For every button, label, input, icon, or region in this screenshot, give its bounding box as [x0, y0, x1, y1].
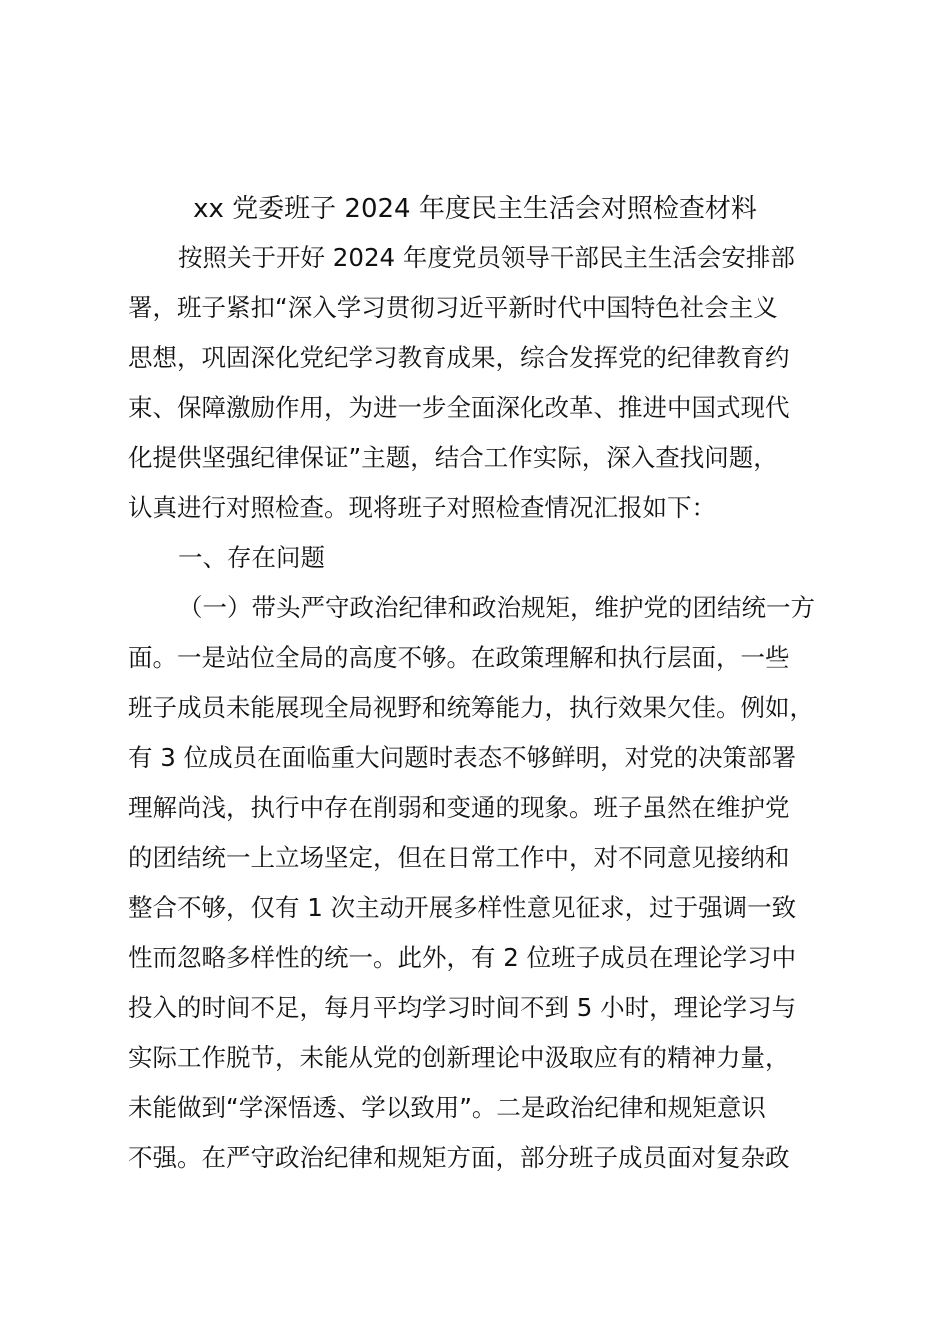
body-line: 束、保障激励作用，为进一步全面深化改革、推进中国式现代 — [128, 393, 790, 422]
body-line: 班子成员未能展现全局视野和统筹能力，执行效果欠佳。例如， — [128, 693, 814, 722]
body-line: 整合不够，仅有 1 次主动开展多样性意见征求，过于强调一致 — [128, 893, 797, 922]
body-line: 投入的时间不足，每月平均学习时间不到 5 小时，理论学习与 — [128, 993, 797, 1022]
body-line: 按照关于开好 2024 年度党员领导干部民主生活会安排部 — [178, 243, 795, 272]
body-line: （一）带头严守政治纪律和政治规矩，维护党的团结统一方 — [178, 593, 815, 622]
document-body — [128, 233, 838, 1183]
body-line: 未能做到“学深悟透、学以致用”。二是政治纪律和规矩意识 — [128, 1093, 766, 1122]
body-line: 化提供坚强纪律保证”主题，结合工作实际，深入查找问题， — [128, 443, 778, 472]
body-line: 一、存在问题 — [178, 543, 325, 572]
body-line: 有 3 位成员在面临重大问题时表态不够鲜明，对党的决策部署 — [128, 743, 797, 772]
body-line: 性而忽略多样性的统一。此外，有 2 位班子成员在理论学习中 — [128, 943, 797, 972]
body-line: 面。一是站位全局的高度不够。在政策理解和执行层面，一些 — [128, 643, 790, 672]
body-line: 理解尚浅，执行中存在削弱和变通的现象。班子虽然在维护党 — [128, 793, 790, 822]
body-line: 署，班子紧扣“深入学习贯彻习近平新时代中国特色社会主义 — [128, 293, 778, 322]
body-line: 认真进行对照检查。现将班子对照检查情况汇报如下： — [128, 493, 716, 522]
body-line: 的团结统一上立场坚定，但在日常工作中，对不同意见接纳和 — [128, 843, 790, 872]
body-line: 不强。在严守政治纪律和规矩方面，部分班子成员面对复杂政 — [128, 1143, 790, 1172]
body-line: 实际工作脱节，未能从党的创新理论中汲取应有的精神力量， — [128, 1043, 790, 1072]
body-line: 思想，巩固深化党纪学习教育成果，综合发挥党的纪律教育约 — [128, 343, 790, 372]
document-title: xx 党委班子 2024 年度民主生活会对照检查材料 — [193, 194, 757, 224]
